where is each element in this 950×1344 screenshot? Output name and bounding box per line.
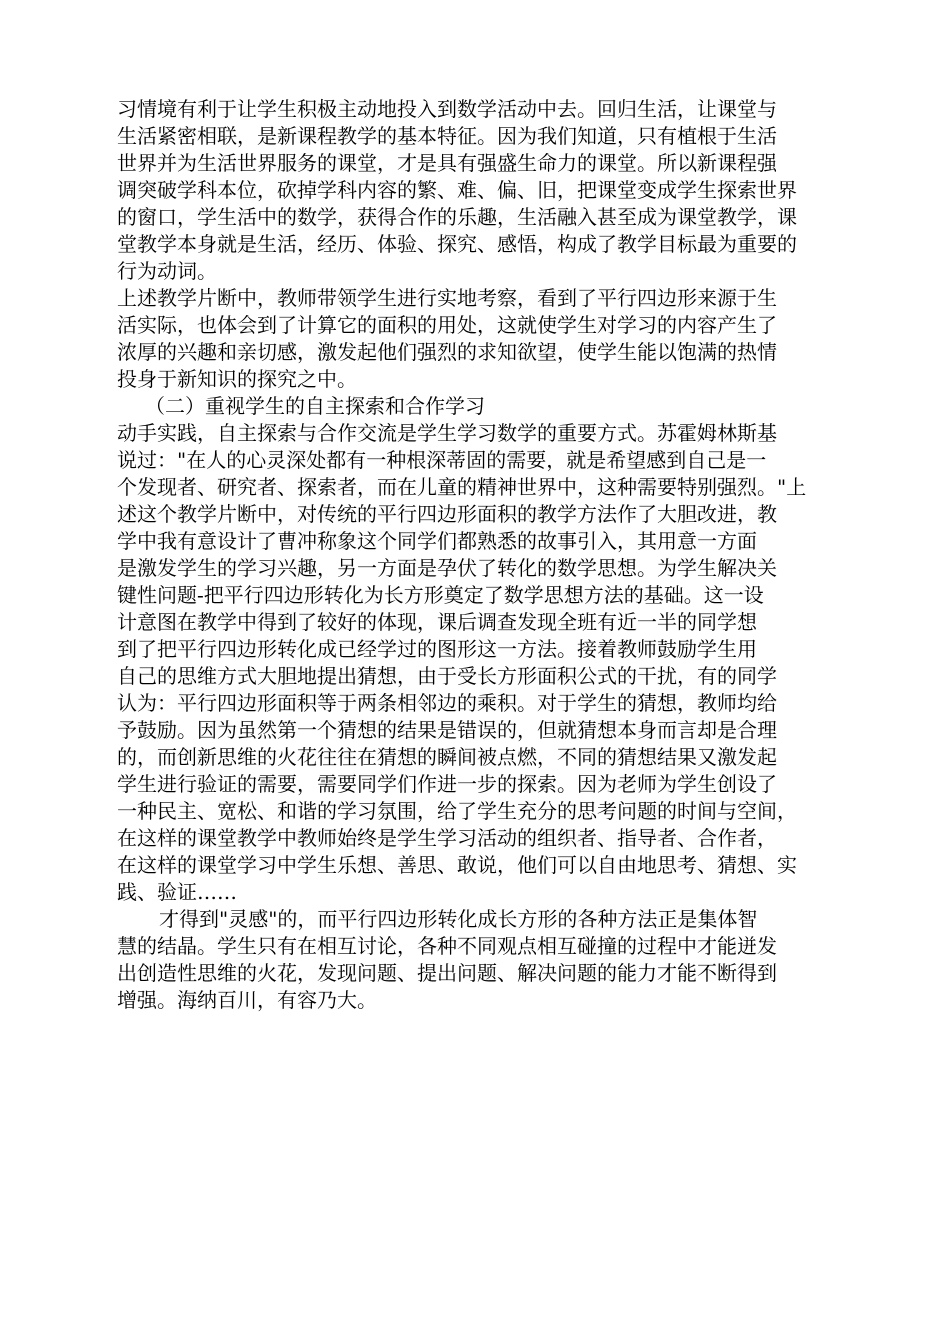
- section-heading: [117, 393, 839, 420]
- section-heading-text: （二）重视学生的自主探索和合作学习: [145, 394, 485, 418]
- text-line: 是激发学生的学习兴趣，另一方面是孕伏了转化的数学思想。为学生解决关: [117, 556, 777, 580]
- text-line: 说过："在人的心灵深处都有一种根深蒂固的需要，就是希望感到自己是一: [117, 448, 767, 472]
- text-line: 到了把平行四边形转化成已经学过的图形这一方法。接着教师鼓励学生用: [117, 637, 757, 661]
- text-line: 调突破学科本位，砍掉学科内容的繁、难、偏、旧，把课堂变成学生探索世界: [117, 178, 797, 202]
- text-line: 增强。海纳百川，有容乃大。: [117, 988, 377, 1012]
- text-line: 键性问题-把平行四边形转化为长方形奠定了数学思想方法的基础。这一设: [117, 583, 764, 607]
- text-line: 计意图在教学中得到了较好的体现，课后调查发现全班有近一半的同学想: [117, 610, 757, 634]
- text-line: 践、验证……: [117, 880, 237, 904]
- text-line: 的窗口，学生活中的数学，获得合作的乐趣，生活融入甚至成为课堂教学，课: [117, 205, 797, 229]
- text-line: 慧的结晶。学生只有在相互讨论，各种不同观点相互碰撞的过程中才能迸发: [117, 934, 777, 958]
- text-line: 个发现者、研究者、探索者，而在儿童的精神世界中，这种需要特别强烈。"上: [117, 475, 807, 499]
- text-line: 认为：平行四边形面积等于两条相邻边的乘积。对于学生的猜想，教师均给: [117, 691, 777, 715]
- text-line: 予鼓励。因为虽然第一个猜想的结果是错误的，但就猜想本身而言却是合理: [117, 718, 777, 742]
- text-line: 学中我有意设计了曹冲称象这个同学们都熟悉的故事引入，其用意一方面: [117, 529, 757, 553]
- paragraph-4: [117, 906, 839, 1014]
- text-line: 自己的思维方式大胆地提出猜想，由于受长方形面积公式的干扰，有的同学: [117, 664, 777, 688]
- text-line: 一种民主、宽松、和谐的学习氛围，给了学生充分的思考问题的时间与空间，: [117, 799, 797, 823]
- text-line: 活实际，也体会到了计算它的面积的用处，这就使学生对学习的内容产生了: [117, 313, 777, 337]
- text-line: 在这样的课堂教学中教师始终是学生学习活动的组织者、指导者、合作者，: [117, 826, 777, 850]
- paragraph-2: [117, 285, 839, 393]
- text-line: 堂教学本身就是生活，经历、体验、探究、感悟，构成了教学目标最为重要的: [117, 232, 797, 256]
- text-line: 浓厚的兴趣和亲切感，激发起他们强烈的求知欲望，使学生能以饱满的热情: [117, 340, 777, 364]
- text-line: 行为动词。: [117, 259, 217, 283]
- text-line: 投身于新知识的探究之中。: [117, 367, 357, 391]
- text-line: 在这样的课堂学习中学生乐想、善思、敢说，他们可以自由地思考、猜想、实: [117, 853, 797, 877]
- text-line: 动手实践，自主探索与合作交流是学生学习数学的重要方式。苏霍姆林斯基: [117, 421, 777, 445]
- text-line: 才得到"灵感"的，而平行四边形转化成长方形的各种方法正是集体智: [159, 907, 758, 931]
- text-line: 述这个教学片断中，对传统的平行四边形面积的教学方法作了大胆改进，教: [117, 502, 777, 526]
- document-page: [117, 96, 839, 1014]
- text-line: 学生进行验证的需要，需要同学们作进一步的探索。因为老师为学生创设了: [117, 772, 777, 796]
- text-line: 出创造性思维的火花，发现问题、提出问题、解决问题的能力才能不断得到: [117, 961, 777, 985]
- text-line: 生活紧密相联，是新课程教学的基本特征。因为我们知道，只有植根于生活: [117, 124, 777, 148]
- paragraph-1: [117, 96, 839, 285]
- text-line: 习情境有利于让学生积极主动地投入到数学活动中去。回归生活，让课堂与: [117, 97, 777, 121]
- text-line: 的，而创新思维的火花往往在猜想的瞬间被点燃，不同的猜想结果又激发起: [117, 745, 777, 769]
- paragraph-3: [117, 420, 839, 906]
- text-line: 世界并为生活世界服务的课堂，才是具有强盛生命力的课堂。所以新课程强: [117, 151, 777, 175]
- text-line: 上述教学片断中，教师带领学生进行实地考察，看到了平行四边形来源于生: [117, 286, 777, 310]
